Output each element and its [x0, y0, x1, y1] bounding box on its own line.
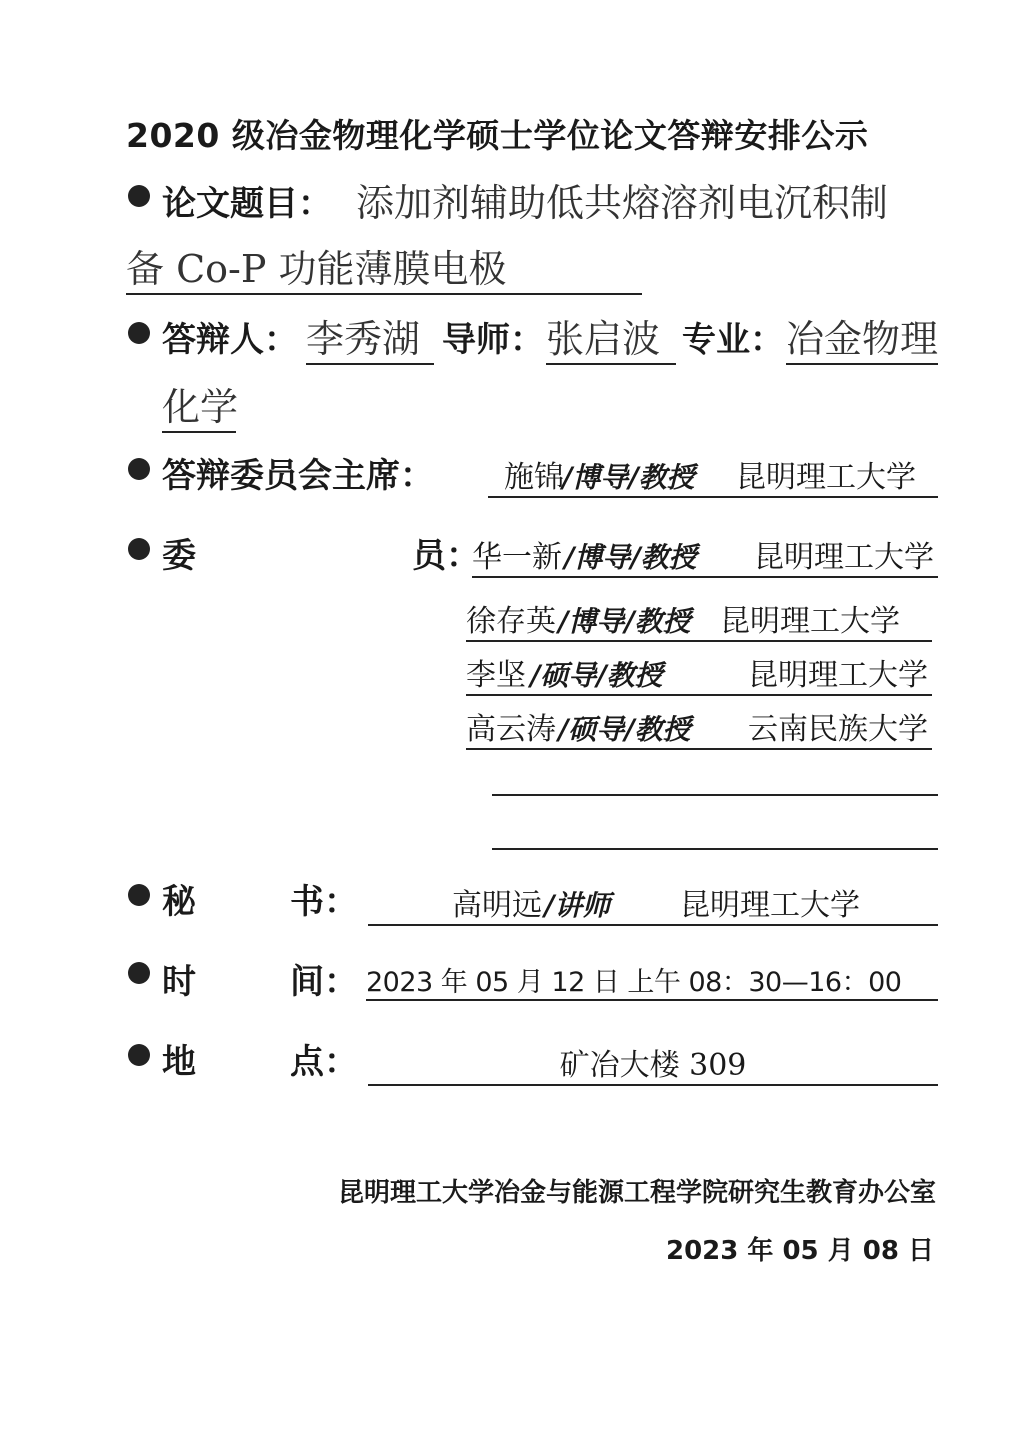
secretary-unit: 昆明理工大学	[680, 888, 860, 923]
bullet-dot-icon	[128, 962, 150, 984]
member-title: /博导/教授	[564, 541, 697, 574]
bullet-dot-icon	[128, 185, 150, 207]
member-unit: 昆明理工大学	[754, 540, 934, 575]
place-value: 矿冶大楼 309	[368, 1040, 938, 1086]
place-label-right: 点：	[290, 1042, 358, 1082]
major-line1: 冶金物理	[786, 308, 938, 365]
chair-title: /博导/教授	[562, 461, 695, 494]
member-row	[466, 650, 932, 696]
issue-date: 2023 年 05 月 08 日	[666, 1236, 934, 1266]
secretary-entry	[368, 880, 938, 926]
page-title: 2020 级冶金物理化学硕士学位论文答辩安排公示	[126, 116, 869, 155]
advisor-label: 导师：	[442, 320, 544, 360]
secretary-label-right: 书：	[290, 882, 358, 922]
major-label: 专业：	[682, 320, 784, 360]
member-unit: 云南民族大学	[748, 712, 928, 747]
thesis-title-line2: 备 Co-P 功能薄膜电极	[126, 238, 642, 295]
members-label-right: 员：	[412, 536, 480, 576]
place-label-left: 地	[162, 1042, 196, 1082]
bullet-dot-icon	[128, 458, 150, 480]
members-label-left: 委	[162, 536, 196, 576]
member-name: 李坚	[466, 658, 526, 693]
member-title: /硕导/教授	[558, 713, 691, 746]
member-row	[472, 532, 938, 578]
member-row	[466, 704, 932, 750]
member-unit: 昆明理工大学	[720, 604, 900, 639]
thesis-label: 论文题目：	[162, 184, 332, 224]
member-title: /硕导/教授	[530, 659, 663, 692]
member-name: 高云涛	[466, 712, 556, 747]
member-name: 徐存英	[466, 604, 556, 639]
member-unit: 昆明理工大学	[748, 658, 928, 693]
thesis-title-line1: 添加剂辅助低共熔溶剂电沉积制	[356, 181, 889, 225]
secretary-name: 高明远	[452, 888, 542, 923]
bullet-dot-icon	[128, 322, 150, 344]
blank-member-line	[492, 794, 938, 796]
time-label-left: 时	[162, 962, 196, 1002]
member-name: 华一新	[472, 540, 562, 575]
issuing-office: 昆明理工大学冶金与能源工程学院研究生教育办公室	[337, 1178, 936, 1208]
chair-unit: 昆明理工大学	[736, 460, 916, 495]
advisor-name: 张启波	[546, 308, 676, 365]
blank-member-line	[492, 848, 938, 850]
bullet-dot-icon	[128, 538, 150, 560]
chair-name: 施锦	[504, 460, 564, 495]
time-value: 2023 年 05 月 12 日 上午 08：30—16：00	[366, 960, 938, 1001]
chair-entry	[488, 452, 938, 498]
chair-label: 答辩委员会主席：	[162, 456, 434, 496]
bullet-dot-icon	[128, 1044, 150, 1066]
secretary-label-left: 秘	[162, 882, 196, 922]
candidate-label: 答辩人：	[162, 320, 298, 360]
major-line2: 化学	[162, 376, 236, 433]
time-label-right: 间：	[290, 962, 358, 1002]
secretary-title: /讲师	[544, 889, 611, 922]
candidate-name: 李秀湖	[306, 308, 434, 365]
member-title: /博导/教授	[558, 605, 691, 638]
member-row	[466, 596, 932, 642]
bullet-dot-icon	[128, 884, 150, 906]
